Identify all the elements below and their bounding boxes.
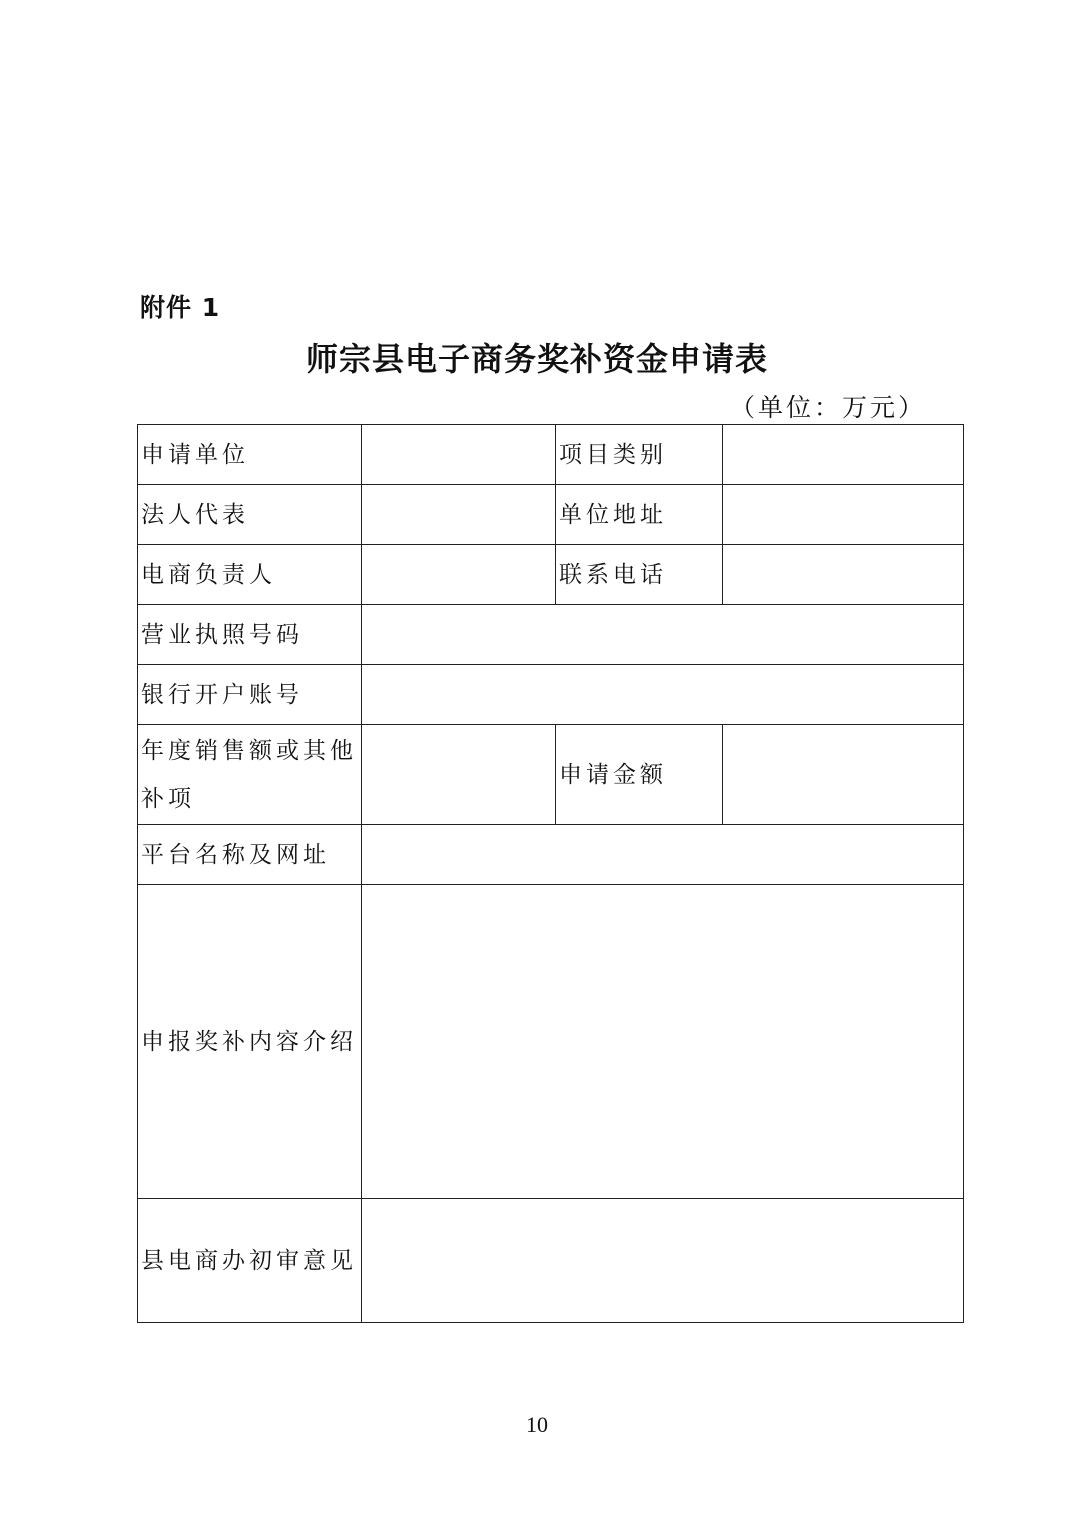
application-form-table [137,424,964,1323]
form-title: 师宗县电子商务奖补资金申请表 [305,340,768,378]
annual-sales-field[interactable] [362,725,556,825]
unit-note: （单位：万元） [729,393,926,422]
applicant-unit-label: 申请单位 [138,425,362,485]
annual-sales-label-line2: 补项 [141,785,195,812]
county-review-label: 县电商办初审意见 [138,1199,362,1323]
county-review-field[interactable] [362,1199,964,1323]
subsidy-description-label: 申报奖补内容介绍 [138,885,362,1199]
contact-phone-field[interactable] [723,545,964,605]
subsidy-description-field[interactable] [362,885,964,1199]
table-row [138,825,964,885]
project-category-label: 项目类别 [556,425,723,485]
ecommerce-manager-label: 电商负责人 [138,545,362,605]
table-row [138,485,964,545]
table-row [138,545,964,605]
applied-amount-label: 申请金额 [556,725,723,825]
legal-representative-field[interactable] [362,485,556,545]
project-category-field[interactable] [723,425,964,485]
table-row [138,425,964,485]
contact-phone-label: 联系电话 [556,545,723,605]
table-row [138,725,964,825]
table-row [138,885,964,1199]
business-license-label: 营业执照号码 [138,605,362,665]
bank-account-label: 银行开户账号 [138,665,362,725]
attachment-label: 附件 1 [140,293,221,322]
table-row [138,665,964,725]
unit-address-field[interactable] [723,485,964,545]
table-row [138,1199,964,1323]
applied-amount-field[interactable] [723,725,964,825]
platform-name-label: 平台名称及网址 [138,825,362,885]
table-row [138,605,964,665]
unit-address-label: 单位地址 [556,485,723,545]
annual-sales-label-line1: 年度销售额或其他 [141,737,357,764]
page-number: 10 [526,1412,548,1437]
bank-account-field[interactable] [362,665,964,725]
legal-representative-label: 法人代表 [138,485,362,545]
applicant-unit-field[interactable] [362,425,556,485]
annual-sales-label [138,725,362,825]
platform-name-field[interactable] [362,825,964,885]
business-license-field[interactable] [362,605,964,665]
ecommerce-manager-field[interactable] [362,545,556,605]
